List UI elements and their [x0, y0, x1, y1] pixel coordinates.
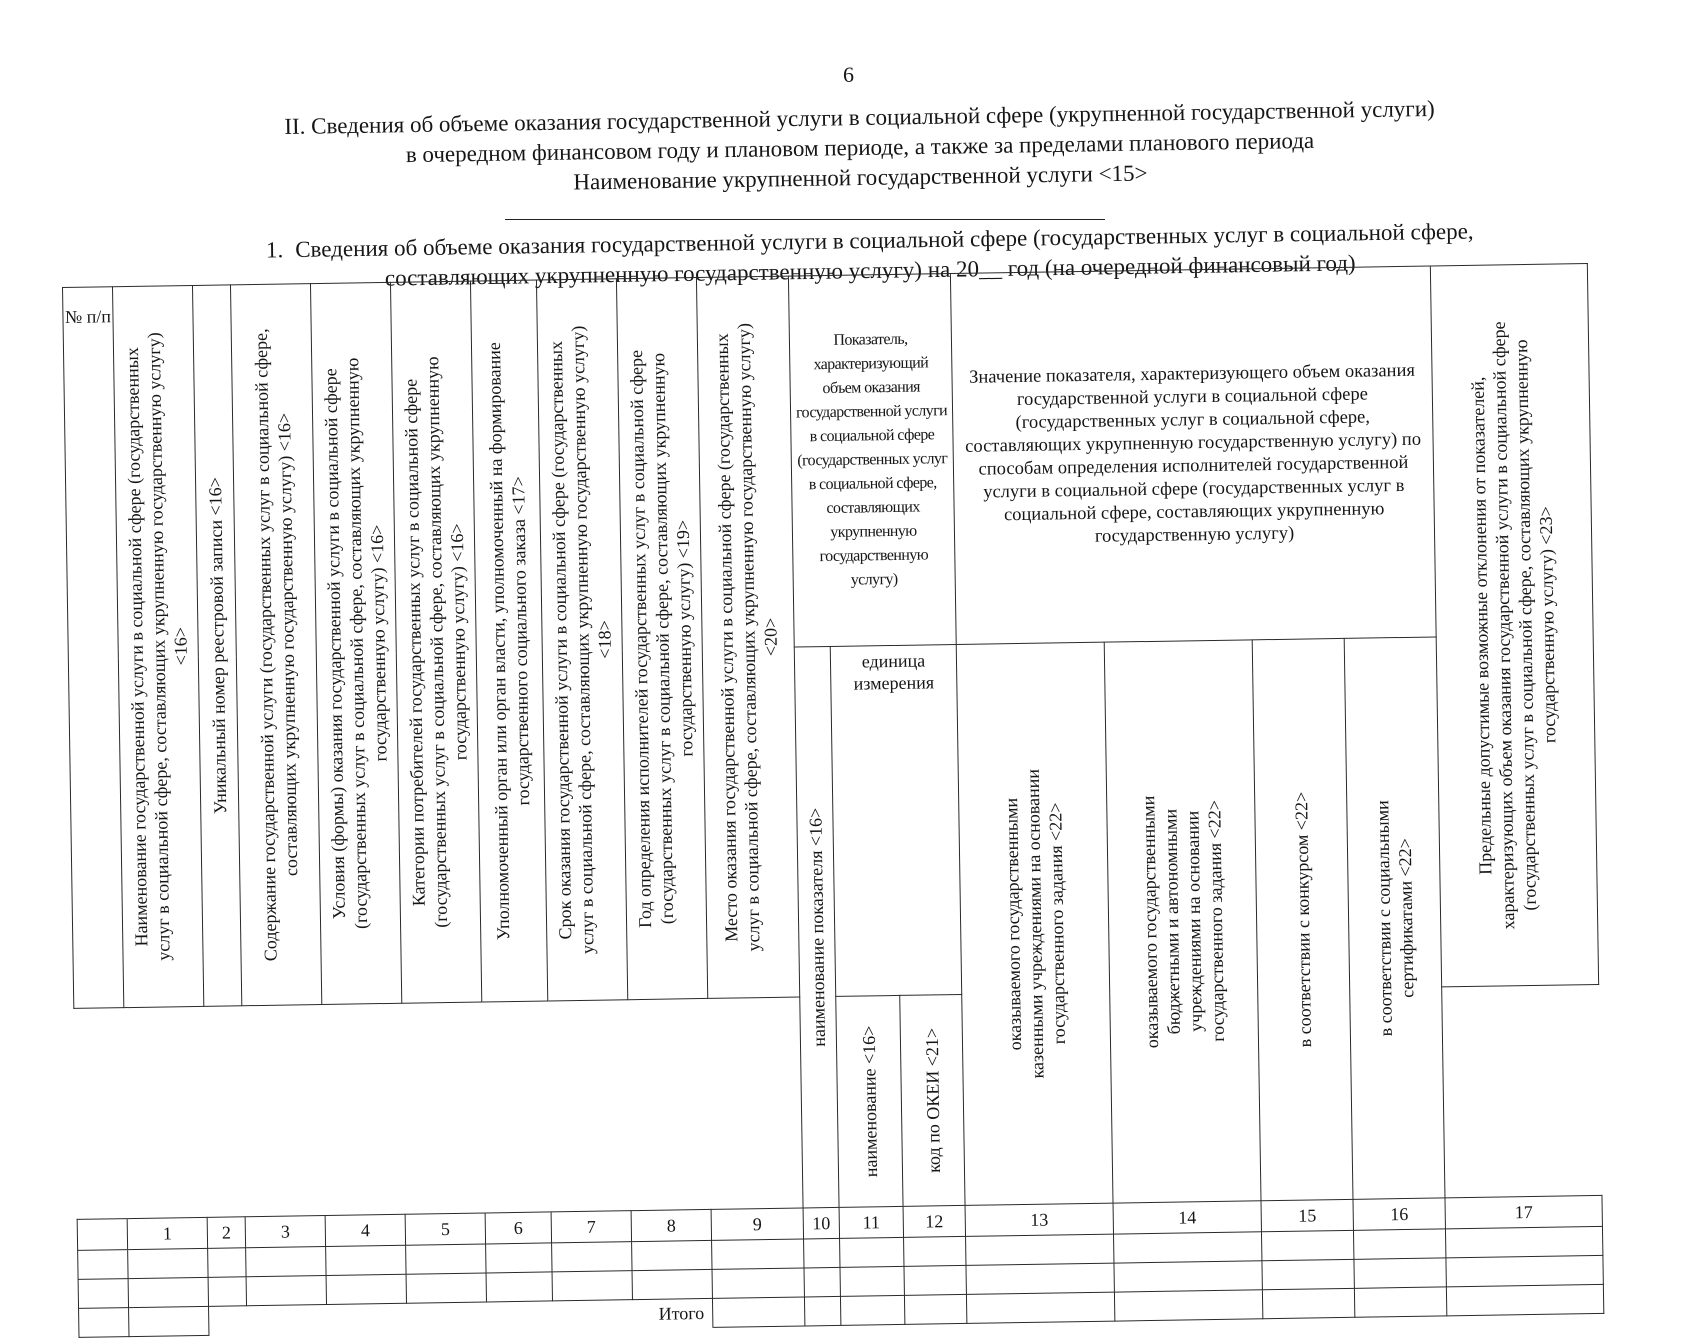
volume-table — [62, 261, 1697, 1337]
section-title — [149, 92, 1570, 204]
table-cell[interactable] — [712, 1297, 804, 1327]
table-cell[interactable] — [712, 1239, 804, 1269]
table-cell[interactable] — [1446, 1226, 1603, 1257]
table-cell[interactable] — [406, 1244, 486, 1274]
table-cell[interactable] — [632, 1240, 712, 1270]
table-cell[interactable] — [552, 1242, 632, 1272]
column-number: 11 — [839, 1206, 903, 1238]
header-unit-code: код по ОКЕИ <21> — [900, 994, 965, 1206]
table-cell[interactable] — [246, 1246, 326, 1276]
table-cell[interactable] — [326, 1274, 406, 1304]
table-cell[interactable] — [208, 1277, 246, 1307]
table-cell[interactable] — [128, 1277, 208, 1307]
table-cell[interactable] — [904, 1294, 966, 1324]
table-cell[interactable] — [966, 1263, 1114, 1294]
page-number: 6 — [843, 62, 854, 87]
table-cell[interactable] — [904, 1236, 966, 1266]
blank-column — [1587, 262, 1697, 984]
subsection-line2: составляющих укрупненную государственную услугу) на 20__ год (на очередной финансовый год) — [384, 250, 1356, 291]
column-number: 9 — [711, 1208, 803, 1240]
table-cell[interactable] — [552, 1271, 632, 1301]
table-cell[interactable] — [840, 1266, 904, 1296]
header-unit-name: наименование <16> — [836, 995, 903, 1207]
section-title-line1: II. Сведения об объеме оказания государственной услуги в социальной сфере (укрупненной государственной услуги) — [284, 95, 1435, 140]
table-cell[interactable] — [1354, 1258, 1446, 1288]
column-number: 7 — [551, 1211, 631, 1243]
column-number: 2 — [207, 1217, 245, 1249]
column-number: 3 — [245, 1215, 325, 1247]
table-cell[interactable] — [966, 1234, 1114, 1265]
header-value-state-institutions: оказываемого государственными казенными учреждениями на основании государственного задания <22> — [956, 642, 1113, 1205]
table-cell[interactable] — [804, 1238, 840, 1268]
column-number: 1 — [127, 1217, 207, 1249]
table-cell[interactable] — [246, 1275, 326, 1305]
table-cell[interactable] — [966, 1292, 1114, 1323]
column-number: 15 — [1261, 1199, 1353, 1231]
column-number: 13 — [965, 1203, 1113, 1236]
table-cell[interactable] — [840, 1295, 904, 1325]
column-number — [77, 1219, 127, 1251]
header-service-content: Содержание государственной услуги (государственных услуг в социальной сфере, составляющих укрупненную государственную услугу) <16> — [230, 284, 321, 1006]
table-cell[interactable] — [712, 1268, 804, 1298]
table-cell[interactable] — [804, 1267, 840, 1297]
column-number: 16 — [1353, 1198, 1446, 1230]
table-cell[interactable] — [1114, 1232, 1262, 1263]
table-cell[interactable] — [486, 1243, 552, 1273]
column-number: 5 — [405, 1213, 485, 1245]
header-registry-number: Уникальный номер реестровой записи <16> — [192, 285, 241, 1007]
header-unit-group: единица измерения — [830, 644, 961, 996]
table-cell[interactable] — [1261, 1230, 1353, 1260]
table-cell[interactable] — [1446, 1284, 1603, 1315]
header-authorized-body: Уполномоченный орган или орган власти, уполномоченный на формирование государственного социального заказа <17> — [470, 280, 547, 1002]
table-cell[interactable] — [78, 1250, 128, 1280]
table-cell[interactable] — [1262, 1259, 1354, 1289]
table-cell[interactable] — [904, 1265, 966, 1295]
column-number: 4 — [325, 1214, 405, 1246]
table-cell[interactable] — [804, 1296, 840, 1326]
header-indicator-name: наименование показателя <16> — [794, 646, 839, 1207]
table-cell[interactable] — [78, 1279, 128, 1309]
table-cell[interactable] — [326, 1245, 406, 1275]
table-cell[interactable] — [840, 1237, 904, 1267]
header-service-term: Срок оказания государственной услуги в социальной сфере (государственных услуг в социальной сфере, составляющих укрупненную государственную услугу) <18> — [536, 279, 627, 1001]
column-number: 6 — [485, 1212, 551, 1244]
volume-table-wrapper — [62, 261, 1697, 1325]
header-value-budget-institutions: оказываемого государственными бюджетными и автономными учреждениями на основании государственного задания <22> — [1104, 640, 1261, 1203]
table-cell[interactable] — [129, 1306, 209, 1336]
table-cell[interactable] — [128, 1248, 208, 1278]
table-cell[interactable] — [208, 1248, 246, 1278]
table-cell[interactable] — [1446, 1255, 1603, 1286]
column-number: 14 — [1113, 1201, 1261, 1234]
section-title-line3: Наименование укрупненной государственной услуги <15> — [573, 160, 1148, 195]
blank-column — [1442, 984, 1602, 1197]
table-cell[interactable] — [1114, 1290, 1262, 1321]
service-name-blank-line — [505, 219, 1105, 220]
column-number: 12 — [903, 1205, 965, 1237]
table-cell[interactable] — [79, 1308, 129, 1338]
header-allowed-deviation: Предельные допустимые возможные отклонения от показателей, характеризующих объем оказания государственной услуги в социальной сфере (государственных услуг в социальной сфере, составляющих укрупненную государственную услугу) <23> — [1430, 264, 1598, 987]
table-cell[interactable] — [1354, 1287, 1446, 1317]
table-cell[interactable] — [406, 1273, 486, 1303]
header-value-contest: в соответствии с конкурсом <22> — [1252, 638, 1353, 1200]
section-title-line2: в очередном финансовом году и плановом периоде, а также за пределами планового периода — [405, 127, 1315, 168]
subsection-number: 1. — [265, 237, 284, 263]
header-value-group: Значение показателя, характеризующего объем оказания государственной услуги в социальной сфере (государственных услуг в социальной сфере, составляющих укрупненную государственную услугу) по способам определения исполнителей государственной услуги в социальной сфере (государственных услуг в социальной сфере, составляющих укрупненную государственную услугу) — [950, 266, 1436, 644]
header-service-conditions: Условия (формы) оказания государственной услуги в социальной сфере (государственных услуг в социальной сфере, составляющих укрупненную государственную услугу) <16> — [310, 282, 401, 1004]
table-cell[interactable] — [1353, 1229, 1445, 1259]
table-cell[interactable] — [486, 1272, 552, 1302]
column-number: 17 — [1445, 1195, 1602, 1228]
header-service-name: Наименование государственной услуги в социальной сфере (государственных услуг в социальной сфере, составляющих укрупненную государственную услугу) <16> — [113, 285, 204, 1007]
table-cell[interactable] — [1114, 1261, 1262, 1292]
spacer — [74, 997, 803, 1219]
header-consumer-categories: Категории потребителей государственных услуг в социальной сфере (государственных услуг в социальной сфере, составляющих укрупненную государственную услугу) <16> — [390, 281, 481, 1003]
header-value-certificates: в соответствии с социальными сертификатами <22> — [1344, 637, 1445, 1199]
column-number: 8 — [631, 1209, 711, 1241]
table-cell[interactable] — [632, 1269, 712, 1299]
header-service-place: Место оказания государственной услуги в социальной сфере (государственных услуг в социальной сфере, составляющих укрупненную государственную услугу) <20> — [696, 276, 799, 998]
header-executor-year: Год определения исполнителей государственных услуг в социальной сфере (государственных услуг в социальной сфере, составляющих укрупненную государственную услугу) <19> — [616, 278, 707, 1000]
total-label: Итого — [209, 1298, 713, 1335]
table-cell[interactable] — [1262, 1288, 1354, 1318]
column-number: 10 — [803, 1207, 839, 1239]
subsection-line1: Сведения об объеме оказания государственной услуги в социальной сфере (государственных услуг в социальной сфере, — [295, 218, 1474, 263]
header-row-number: № п/п — [63, 287, 124, 1009]
header-indicator-group: Показатель, характеризующий объем оказания государственной услуги в социальной сфере (государственных услуг в социальной сфере, составляющих укрупненную государственную услугу) — [788, 274, 956, 647]
